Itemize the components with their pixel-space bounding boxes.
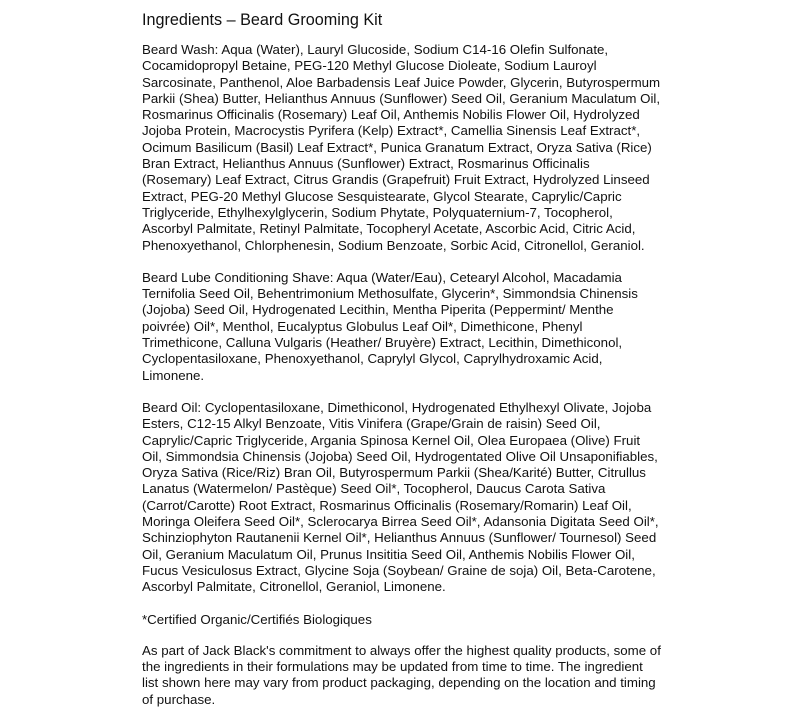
beard-lube-ingredients: Beard Lube Conditioning Shave: Aqua (Water/Eau), Cetearyl Alcohol, Macadamia Ternifolia Seed Oil, Behentrimonium Methosulfate, Glycerin*, Simmondsia Chinensis (Jojoba) Seed Oil, Hydrogenated Lecithin, Mentha Piperita (Peppermint/ Menthe poivrée) Oil*, Menthol, Eucalyptus Globulus Leaf Oil*, Dimethicone, Phenyl Trimethicone, Calluna Vulgaris (Heather/ Bruyère) Extract, Lecithin, Dimethiconol, Cyclopentasiloxane, Phenoxyethanol, Caprylyl Glycol, Caprylhydroxamic Acid, Limonene.	[142, 269, 638, 383]
page-title: Ingredients – Beard Grooming Kit	[142, 11, 383, 29]
disclaimer-text: As part of Jack Black's commitment to always offer the highest quality products, some of the ingredients in their formulations may be updated from time to time. The ingredient list shown here may vary from product packaging, depending on the location and timing of purchase.	[142, 642, 661, 707]
ingredients-document	[142, 10, 662, 724]
organic-footnote: *Certified Organic/Certifiés Biologiques	[142, 611, 372, 627]
beard-wash-ingredients: Beard Wash: Aqua (Water), Lauryl Glucoside, Sodium C14-16 Olefin Sulfonate, Cocamidopropyl Betaine, PEG-120 Methyl Glucose Dioleate, Sodium Lauroyl Sarcosinate, Panthenol, Aloe Barbadensis Leaf Juice Powder, Glycerin, Butyrospermum Parkii (Shea) Butter, Helianthus Annuus (Sunflower) Seed Oil, Geranium Maculatum Oil, Rosmarinus Officinalis (Rosemary) Leaf Oil, Anthemis Nobilis Flower Oil, Hydrolyzed Jojoba Protein, Macrocystis Pyrifera (Kelp) Extract*, Camellia Sinensis Leaf Extract*, Ocimum Basilicum (Basil) Leaf Extract*, Punica Granatum Extract, Oryza Sativa (Rice) Bran Extract, Helianthus Annuus (Sunflower) Extract, Rosmarinus Officinalis (Rosemary) Leaf Extract, Citrus Grandis (Grapefruit) Fruit Extract, Hydrolyzed Linseed Extract, PEG-20 Methyl Glucose Sesquistearate, Glycol Stearate, Caprylic/Capric Triglyceride, Ethylhexylglycerin, Sodium Phytate, Polyquaternium-7, Tocopherol, Ascorbyl Palmitate, Retinyl Palmitate, Tocopheryl Acetate, Ascorbic Acid, Citric Acid, Phenoxyethanol, Chlorphenesin, Sodium Benzoate, Sorbic Acid, Citronellol, Geraniol.	[142, 42, 661, 253]
beard-oil-ingredients: Beard Oil: Cyclopentasiloxane, Dimethiconol, Hydrogenated Ethylhexyl Olivate, Jojoba Esters, C12-15 Alkyl Benzoate, Vitis Vinifera (Grape/Grain de raisin) Seed Oil, Caprylic/Capric Triglyceride, Argania Spinosa Kernel Oil, Olea Europaea (Olive) Fruit Oil, Simmondsia Chinensis (Jojoba) Seed Oil, Hydrogentated Olive Oil Unsaponifiables, Oryza Sativa (Rice/Riz) Bran Oil, Butyrospermum Parkii (Shea/Karité) Butter, Citrullus Lanatus (Watermelon/ Pastèque) Seed Oil*, Tocopherol, Daucus Carota Sativa (Carrot/Carotte) Root Extract, Rosmarinus Officinalis (Rosemary/Romarin) Leaf Oil, Moringa Oleifera Seed Oil*, Sclerocarya Birrea Seed Oil*, Adansonia Digitata Seed Oil*, Schinziophyton Rautanenii Kernel Oil*, Helianthus Annuus (Sunflower/ Tournesol) Seed Oil, Geranium Maculatum Oil, Prunus Insititia Seed Oil, Anthemis Nobilis Flower Oil, Fucus Vesiculosus Extract, Glycine Soja (Soybean/ Graine de soja) Oil, Beta-Carotene, Ascorbyl Palmitate, Citronellol, Geraniol, Limonene.	[142, 399, 659, 595]
